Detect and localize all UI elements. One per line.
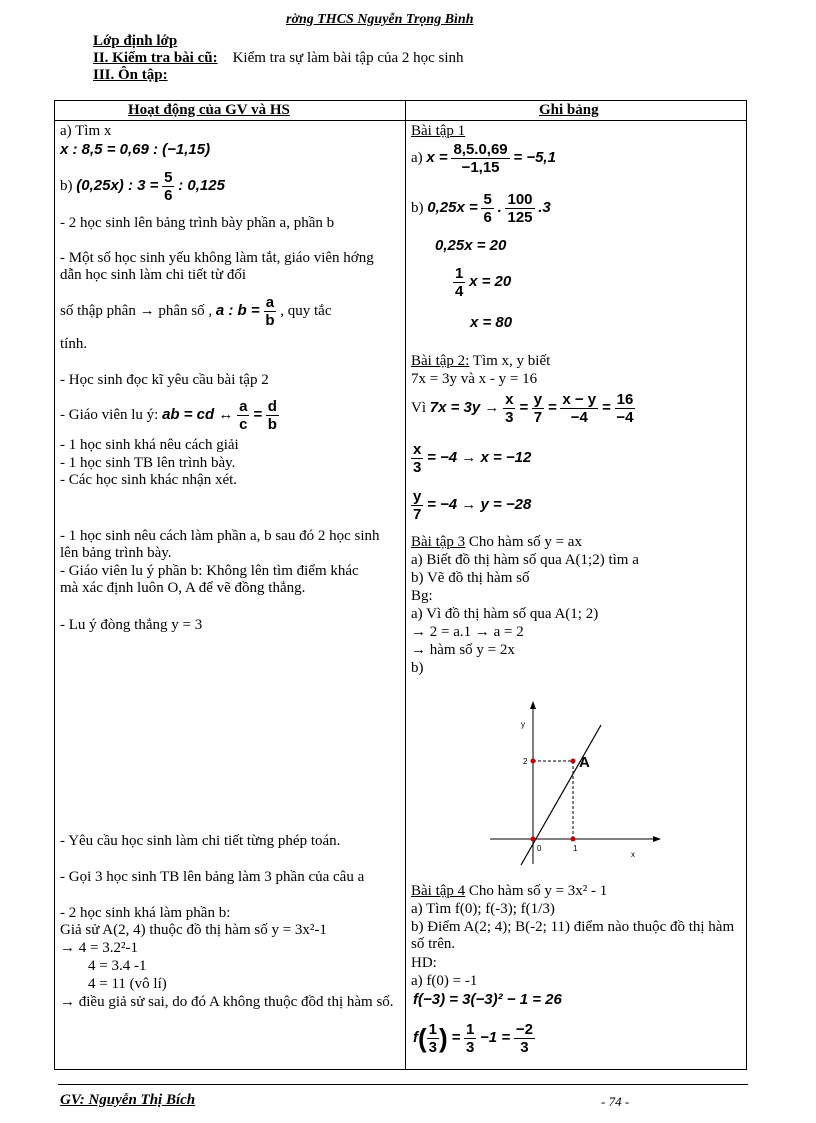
left-b-label: b) xyxy=(60,177,73,194)
point-x1 xyxy=(571,837,576,842)
y-axis-label: y xyxy=(521,720,525,729)
frac-num: 1 xyxy=(455,265,464,282)
left-eq1: x : 8,5 = 0,69 : (−1,15) xyxy=(60,141,211,158)
bt1-b-rhs: .3 xyxy=(538,198,551,216)
bg-line1: a) Vì đồ thị hàm số qua A(1; 2) xyxy=(411,606,599,622)
hd3-f: f xyxy=(413,1028,418,1046)
bg-label: Bg: xyxy=(411,588,433,604)
frac-num: 1 xyxy=(428,1021,438,1038)
tick-1: 1 xyxy=(573,844,578,853)
left-eq2-frac xyxy=(162,169,174,204)
frac-den: b xyxy=(267,416,277,433)
bt1-a-frac xyxy=(451,141,509,176)
frac-num: x xyxy=(505,391,514,408)
x-axis-label: x xyxy=(631,850,635,859)
x-axis-arrow xyxy=(653,836,661,842)
left-eq2 xyxy=(60,169,225,204)
hd-line2: f(−3) = 3(−3)² − 1 = 26 xyxy=(413,991,562,1008)
left-column-header: Hoạt động của GV và HS xyxy=(128,102,290,118)
bt2-frac2 xyxy=(532,391,544,426)
section-1-label: Lớp định lớp xyxy=(93,33,178,49)
bt1-b-line2: 0,25x = 20 xyxy=(435,237,507,254)
bt3-text: Cho hàm số y = ax xyxy=(465,534,582,550)
hd3-mid: −1 = xyxy=(480,1028,511,1046)
bt1-b-line3-text: x = 20 xyxy=(469,272,512,290)
left-p7: - 1 học sinh TB lên trình bày. xyxy=(60,455,236,471)
bt2-text: Tìm x, y biết xyxy=(469,353,551,369)
left-p3-b: phân số , xyxy=(158,302,213,319)
bt4-title xyxy=(411,883,607,900)
frac-num: 100 xyxy=(507,191,533,208)
frac-num: a xyxy=(265,294,275,311)
bt2-vi-eq: 7x = 3y → xyxy=(429,398,500,416)
frac-num: 5 xyxy=(164,169,173,186)
tick-2: 2 xyxy=(523,757,528,766)
bt1-b-frac2 xyxy=(505,191,534,226)
frac-den: 6 xyxy=(483,209,492,226)
point-A xyxy=(571,759,576,764)
section-3 xyxy=(93,66,168,84)
bt2-r2 xyxy=(411,488,531,523)
frac-num: 5 xyxy=(483,191,492,208)
section-2-label: II. Kiểm tra bài cũ: xyxy=(93,50,218,66)
bt2-line2: 7x = 3y và x - y = 16 xyxy=(411,371,538,387)
frac-den: 125 xyxy=(507,209,533,226)
left-p11: - Lu ý đòng thẳng y = 3 xyxy=(60,617,203,633)
left-eq2-right: : 0,125 xyxy=(178,176,225,194)
footer-author: GV: Nguyễn Thị Bích xyxy=(60,1092,196,1108)
bt2-frac3 xyxy=(560,391,598,426)
frac-num: d xyxy=(267,398,277,415)
bt3-label: Bài tập 3 xyxy=(411,534,466,550)
left-p15: Giả sử A(2, 4) thuộc đồ thị hàm số y = 3x²-1 xyxy=(60,922,327,938)
bt2-frac1 xyxy=(503,391,515,426)
left-p3-eq: a : b = xyxy=(215,301,260,319)
left-p14: - 2 học sinh khá làm phần b: xyxy=(60,905,231,921)
bg-line2: → 2 = a.1 → a = 2 xyxy=(411,624,524,640)
bt3-a: a) Biết đồ thị hàm số qua A(1;2) tìm a xyxy=(411,552,639,568)
point-origin xyxy=(531,837,536,842)
function-graph xyxy=(485,699,665,869)
bt1-title: Bài tập 1 xyxy=(411,123,466,139)
bt2-vi: Vì 7x = 3y → $\frac{x}{3}$ = $\frac{y}{7}$ = $\frac{x - y}{-4}$ = $\frac{16}{-4}$ xyxy=(411,391,634,426)
frac-den: 3 xyxy=(520,1039,529,1056)
bt1-a-rhs: = −5,1 xyxy=(513,148,556,166)
frac-num: y xyxy=(413,488,422,505)
footer-rule xyxy=(58,1084,748,1085)
origin-label: 0 xyxy=(537,844,542,853)
page-number: - 74 - xyxy=(601,1094,630,1109)
frac-num: 16 xyxy=(616,391,634,408)
bt1-b-frac3 xyxy=(453,265,465,300)
left-p10: - Giáo viên lu ý phần b: Không lên tìm điểm khác mà xác định luôn O, A để vẽ đồng thẳng. xyxy=(60,563,359,596)
left-p19: → điều giả sử sai, do đó A không thuộc đồd thị hàm số. xyxy=(60,994,394,1010)
frac-den: c xyxy=(239,416,248,433)
bt4-b: b) Điểm A(2; 4); B(-2; 11) điểm nào thuộc đồ thị hàm số trên. xyxy=(411,919,735,952)
left-p1: - 2 học sinh lên bảng trình bày phần a, phần b xyxy=(60,215,335,231)
left-p3-frac xyxy=(263,294,276,329)
bt4-text: Cho hàm số y = 3x² - 1 xyxy=(465,883,608,899)
left-p18: 4 = 11 (vô lí) xyxy=(88,976,167,992)
frac-num: a xyxy=(239,398,248,415)
bt1-b-line4: x = 80 xyxy=(470,314,513,331)
hd-label: HD: xyxy=(411,955,437,971)
bt2-title xyxy=(411,353,550,370)
left-eq2-left: (0,25x) : 3 = xyxy=(76,176,159,194)
bg-line4: b) xyxy=(411,660,424,676)
bt3-b: b) Vẽ đồ thị hàm số xyxy=(411,570,530,586)
left-p5-a: - Giáo viên lu ý: xyxy=(60,406,159,423)
frac-num: −2 xyxy=(515,1021,533,1038)
frac-num: x xyxy=(413,441,422,458)
left-p8: - Các học sinh khác nhận xét. xyxy=(60,472,238,488)
point-A-label: A xyxy=(579,754,590,771)
header-divider xyxy=(55,120,746,121)
frac-num: x − y xyxy=(562,391,597,408)
point-y2 xyxy=(531,759,536,764)
frac-den: −1,15 xyxy=(461,159,500,176)
frac-den: 7 xyxy=(413,506,422,523)
left-p16: → 4 = 3.2²-1 xyxy=(60,940,138,956)
left-p6: - 1 học sinh khá nêu cách giải xyxy=(60,437,239,453)
hd3-frac1 xyxy=(427,1021,439,1056)
left-a-label: a) Tìm x xyxy=(60,123,112,139)
bt1-a xyxy=(411,141,556,176)
section-1 xyxy=(93,32,177,50)
left-p3-a: số thập phân xyxy=(60,302,136,319)
school-header: rờng THCS Nguyễn Trọng Bình xyxy=(286,12,474,27)
frac-den: b xyxy=(265,312,275,329)
frac-num: y xyxy=(533,391,543,408)
left-p13: - Gọi 3 học sinh TB lên bảng làm 3 phần của câu a xyxy=(60,869,365,885)
left-p3 xyxy=(60,294,332,329)
frac-den: 3 xyxy=(505,409,514,426)
bt4-a: a) Tìm f(0); f(-3); f(1/3) xyxy=(411,901,555,917)
left-p3-c: , quy tắc xyxy=(280,302,332,319)
bt2-r1-text: = −4 → x = −12 xyxy=(427,448,532,466)
frac-den: 3 xyxy=(428,1039,438,1056)
frac-num: 8,5.0,69 xyxy=(453,141,508,158)
frac-den: −4 xyxy=(616,409,634,426)
frac-den: 3 xyxy=(413,459,422,476)
frac-den: 4 xyxy=(455,283,464,300)
bt1-a-lhs: x = xyxy=(426,148,448,166)
left-p17: 4 = 3.4 -1 xyxy=(88,958,147,974)
section-2 xyxy=(93,49,464,67)
hd3-frac3 xyxy=(514,1021,535,1056)
left-p3-d: tính. xyxy=(60,336,88,352)
section-3-label: III. Ôn tập: xyxy=(93,67,168,83)
y-axis-arrow xyxy=(530,701,536,709)
frac-den: −4 xyxy=(570,409,588,426)
left-p2: - Một số học sinh yếu không làm tắt, giáo viên hớng dẫn học sinh làm chi tiết từ đổi xyxy=(60,250,374,283)
bt1-b-label: b) xyxy=(411,199,424,216)
bg-line3: → hàm số y = 2x xyxy=(411,642,515,658)
bt2-vi-label: Vì xyxy=(411,399,426,416)
bt1-b: b) 0,25x = $\frac{5}{6}$ . $\frac{100}{125}$ .3 xyxy=(411,191,551,226)
left-p5-frac2 xyxy=(266,398,279,433)
section-2-text: Kiểm tra sự làm bài tập của 2 học sinh xyxy=(232,50,464,66)
bt1-b-lhs: 0,25x = xyxy=(427,198,478,216)
left-p4: - Học sinh đọc kĩ yêu cầu bài tập 2 xyxy=(60,372,269,388)
bt2-r2-frac xyxy=(411,488,423,523)
bt4-label: Bài tập 4 xyxy=(411,883,466,899)
frac-num: 1 xyxy=(465,1021,475,1038)
bt2-r2-text: = −4 → y = −28 xyxy=(427,495,532,513)
right-column-header: Ghi bảng xyxy=(539,102,599,118)
lesson-table xyxy=(54,100,747,1070)
bt1-b-line3 xyxy=(453,265,511,300)
left-p9: - 1 học sinh nêu cách làm phần a, b sau đó 2 học sinh lên bảng trình bày. xyxy=(60,528,380,561)
frac-den: 7 xyxy=(533,409,543,426)
bt2-frac4 xyxy=(614,391,635,426)
hd-line1: a) f(0) = -1 xyxy=(411,973,478,989)
left-p12: - Yêu cầu học sinh làm chi tiết từng phép toán. xyxy=(60,833,341,849)
bt3-title xyxy=(411,534,582,551)
arrow-icon: → xyxy=(139,302,155,319)
frac-den: 6 xyxy=(164,187,173,204)
hd-line3: f( $\frac{1}{3}$ ) = $\frac{1}{3}$ −1 = $\frac{-2}{3}$ xyxy=(413,1021,533,1056)
left-p5-eq: ab = cd ↔ xyxy=(162,405,234,423)
bt1-a-label: a) xyxy=(411,149,423,166)
left-p5: - Giáo viên lu ý: ab = cd ↔ $\frac{a}{c}$ = $\frac{d}{b}$ xyxy=(60,398,277,433)
bt1-b-frac1 xyxy=(481,191,493,226)
bt2-label: Bài tập 2: xyxy=(411,353,470,369)
frac-den: 3 xyxy=(465,1039,475,1056)
left-p5-frac1 xyxy=(237,398,249,433)
bt2-r1 xyxy=(411,441,531,476)
hd3-frac2 xyxy=(464,1021,476,1056)
column-divider xyxy=(405,101,406,1069)
bt2-r1-frac xyxy=(411,441,423,476)
